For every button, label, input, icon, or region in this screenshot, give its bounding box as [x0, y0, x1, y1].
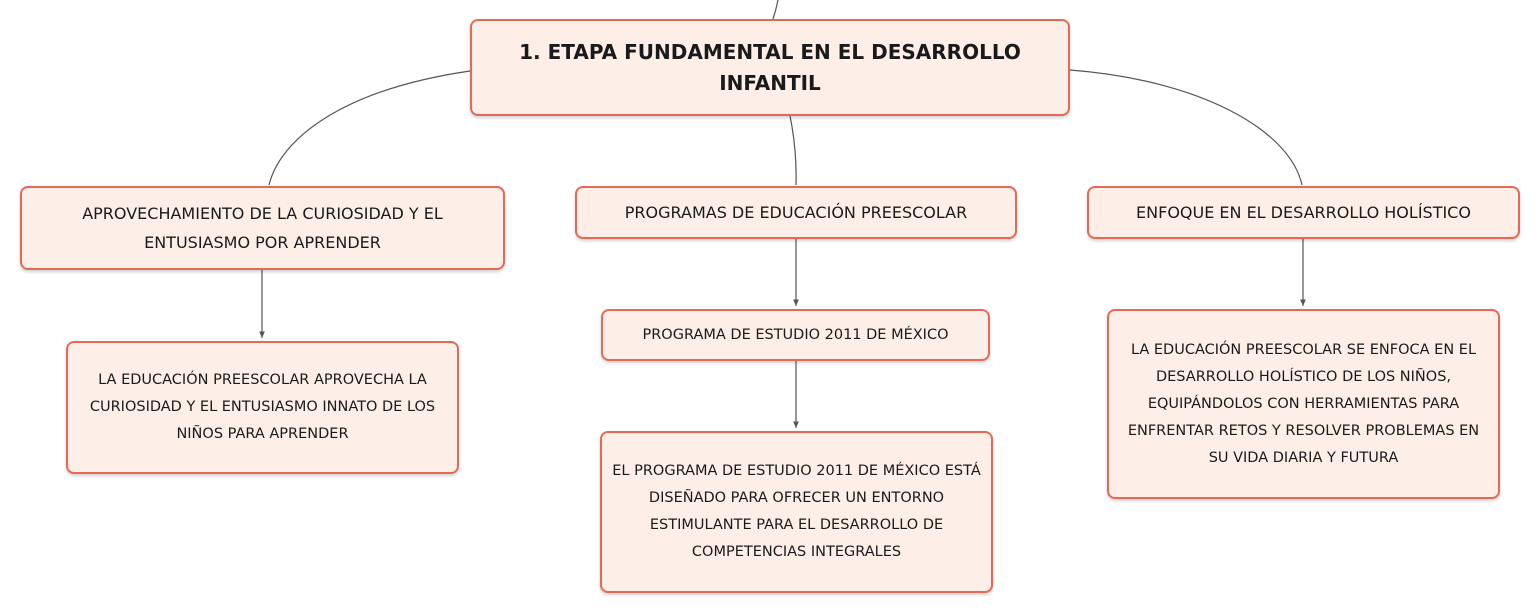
connector-root-to-curiosidad [269, 71, 470, 185]
branch-node-label: PROGRAMAS DE EDUCACIÓN PREESCOLAR [624, 203, 968, 222]
branch-node-label: APROVECHAMIENTO DE LA CURIOSIDAD Y EL ENTUSIASMO POR APRENDER [82, 204, 443, 252]
detail-node-label: LA EDUCACIÓN PREESCOLAR APROVECHA LA CURIOSIDAD Y EL ENTUSIASMO INNATO DE LOS NIÑOS PARA APRENDER [89, 372, 436, 442]
branch-node-curiosidad[interactable] [20, 186, 505, 270]
root-node[interactable] [470, 19, 1070, 116]
subtopic-node-label: PROGRAMA DE ESTUDIO 2011 DE MÉXICO [642, 326, 949, 343]
branch-node-label: ENFOQUE EN EL DESARROLLO HOLÍSTICO [1136, 203, 1471, 222]
branch-node-holistico[interactable] [1087, 186, 1520, 239]
connector-root-to-holistico [1070, 70, 1302, 185]
detail-node-programa-2011[interactable] [600, 431, 993, 593]
detail-node-holistico[interactable] [1107, 309, 1500, 499]
subtopic-node-programa-2011[interactable] [601, 309, 990, 361]
connector-parent-to-root [773, 0, 778, 19]
branch-node-programas[interactable] [575, 186, 1017, 239]
detail-node-label: LA EDUCACIÓN PREESCOLAR SE ENFOCA EN EL DESARROLLO HOLÍSTICO DE LOS NIÑOS, EQUIPÁNDOLOS CON HERRAMIENTAS PARA ENFRENTAR RETOS Y RESOLVER PROBLEMAS EN SU VIDA DIARIA Y FUTURA [1127, 341, 1480, 466]
root-node-label: 1. ETAPA FUNDAMENTAL EN EL DESARROLLO INFANTIL [519, 39, 1021, 95]
detail-node-label: EL PROGRAMA DE ESTUDIO 2011 DE MÉXICO ESTÁ DISEÑADO PARA OFRECER UN ENTORNO ESTIMULANTE PARA EL DESARROLLO DE COMPETENCIAS INTEGRALES [612, 463, 981, 560]
connector-root-to-programas [790, 116, 796, 185]
detail-node-curiosidad[interactable] [66, 341, 459, 474]
